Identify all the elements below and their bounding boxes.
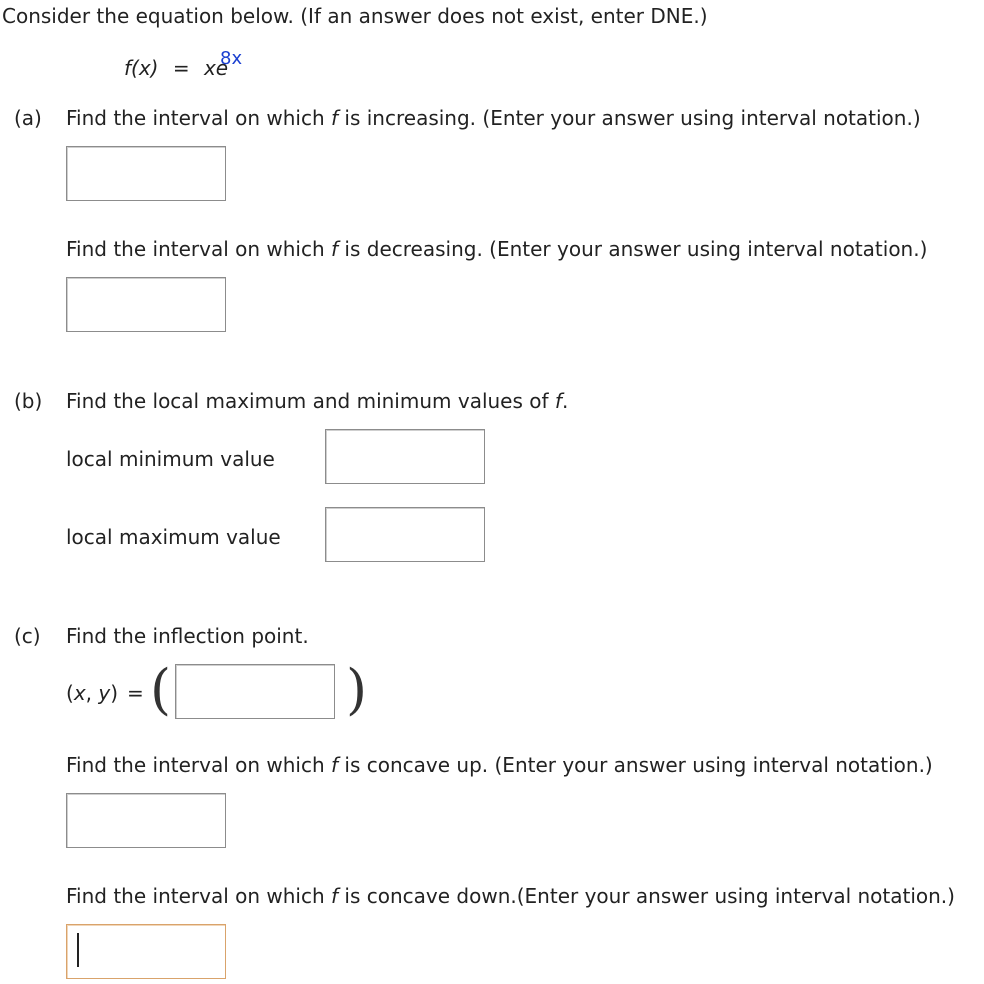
decreasing-prompt-pre: Find the interval on which: [66, 237, 332, 261]
part-c-label: (c): [14, 624, 41, 648]
part-b-prompt-f: f: [554, 389, 562, 413]
increasing-prompt-f: f: [331, 106, 339, 130]
concave-down-prompt-pre: Find the interval on which: [66, 884, 332, 908]
point-label-equals: =: [127, 681, 144, 705]
decreasing-interval-input[interactable]: [66, 277, 226, 332]
equation: [124, 58, 228, 78]
inflection-point-label: [66, 683, 144, 703]
increasing-interval-input[interactable]: [66, 146, 226, 201]
equation-base: xe: [203, 56, 229, 80]
concave-down-input[interactable]: [66, 924, 226, 979]
concave-down-prompt-post: is concave down.(Enter your answer using interval notation.): [338, 884, 955, 908]
decreasing-prompt-f: f: [331, 237, 339, 261]
concave-up-prompt-pre: Find the interval on which: [66, 753, 332, 777]
local-max-input[interactable]: [325, 507, 485, 562]
inflection-point-input[interactable]: [175, 664, 335, 719]
close-paren: ): [346, 658, 368, 721]
part-b-prompt-post: .: [561, 389, 569, 413]
point-label-open: (: [66, 681, 74, 705]
equation-exponent: 8x: [220, 48, 243, 69]
increasing-prompt: [66, 108, 921, 128]
part-b-prompt-pre: Find the local maximum and minimum values of: [66, 389, 555, 413]
point-label-x: x: [73, 681, 86, 705]
local-max-label: local maximum value: [66, 525, 281, 549]
point-label-close: ): [110, 681, 119, 705]
inflection-prompt: Find the inflection point.: [66, 624, 309, 648]
concave-up-prompt-post: is concave up. (Enter your answer using interval notation.): [338, 753, 933, 777]
local-min-label: local minimum value: [66, 447, 275, 471]
concave-up-input[interactable]: [66, 793, 226, 848]
decreasing-prompt-post: is decreasing. (Enter your answer using interval notation.): [338, 237, 928, 261]
part-b-label: (b): [14, 389, 43, 413]
concave-down-prompt-f: f: [331, 884, 339, 908]
point-label-sep: ,: [85, 681, 99, 705]
part-b-prompt: [66, 391, 568, 411]
local-min-input[interactable]: [325, 429, 485, 484]
point-label-y: y: [98, 681, 111, 705]
intro-text: Consider the equation below. (If an answer does not exist, enter DNE.): [2, 4, 708, 28]
concave-up-prompt-f: f: [331, 753, 339, 777]
decreasing-prompt: [66, 239, 927, 259]
concave-down-prompt: [66, 886, 955, 906]
concave-up-prompt: [66, 755, 933, 775]
increasing-prompt-pre: Find the interval on which: [66, 106, 332, 130]
equation-lhs: f(x): [124, 56, 159, 80]
open-paren: (: [150, 658, 172, 721]
part-a-label: (a): [14, 106, 42, 130]
text-caret: [77, 933, 79, 967]
equation-equals: =: [172, 56, 190, 80]
increasing-prompt-post: is increasing. (Enter your answer using interval notation.): [338, 106, 921, 130]
